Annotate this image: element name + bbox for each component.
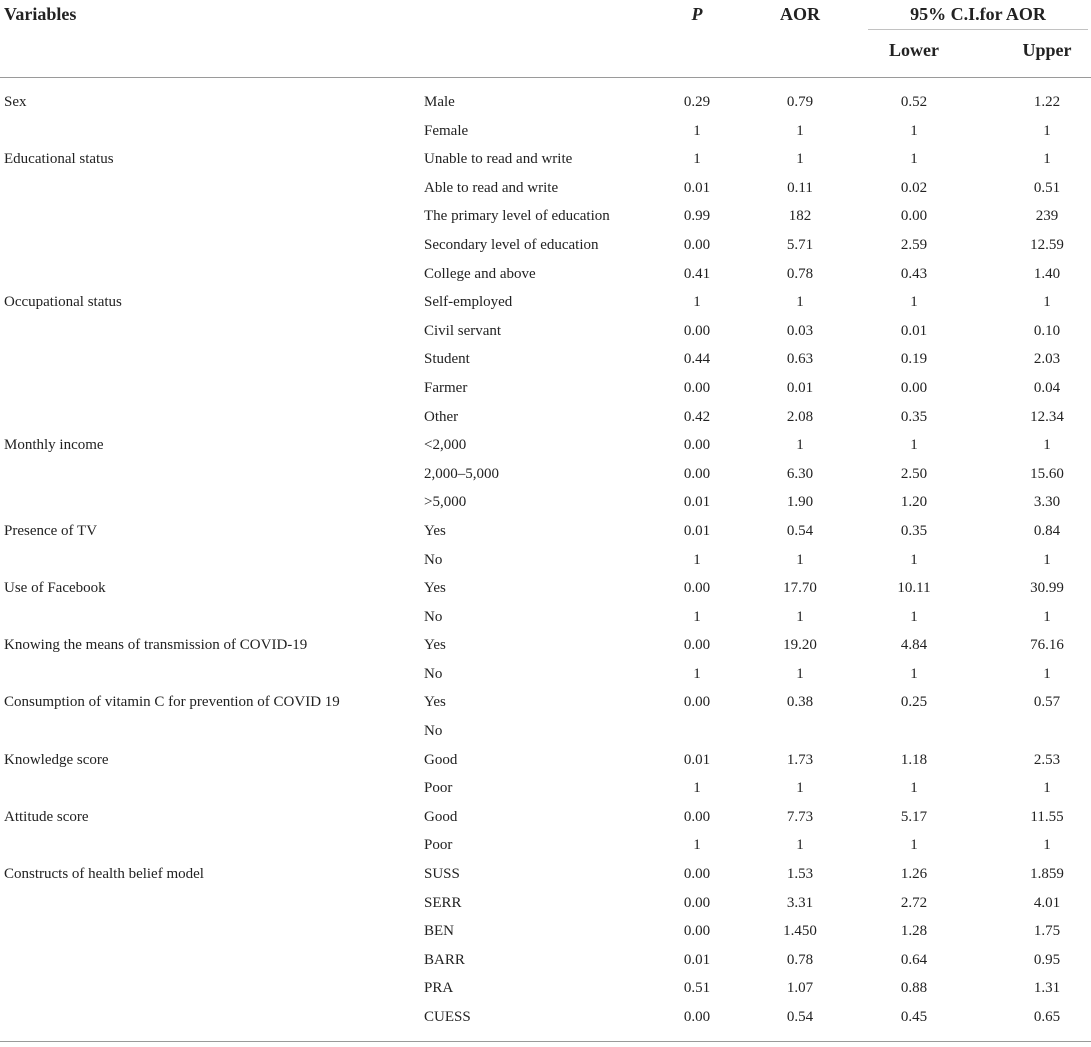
- ci-lower-cell: 1: [910, 837, 918, 854]
- ci-lower-cell: 1: [910, 294, 918, 311]
- table-row: [0, 917, 1091, 946]
- aor-cell: 3.31: [786, 894, 814, 911]
- category-cell: Other: [424, 408, 459, 425]
- p-value-cell: 0.01: [683, 179, 711, 196]
- ci-lower-cell: 1.28: [900, 923, 928, 940]
- aor-cell: 0.54: [786, 522, 814, 539]
- category-cell: College and above: [424, 265, 536, 282]
- table-row: [0, 860, 1091, 889]
- aor-cell: 7.73: [786, 808, 814, 825]
- category-cell: Female: [424, 122, 469, 139]
- ci-upper-cell: 1.31: [1033, 980, 1061, 997]
- ci-upper-cell: 1.22: [1033, 94, 1061, 110]
- ci-lower-cell: 0.01: [900, 322, 928, 339]
- table-row: [0, 831, 1091, 860]
- category-cell: PRA: [424, 980, 454, 997]
- category-cell: Male: [424, 94, 455, 110]
- aor-cell: 1: [796, 151, 804, 168]
- ci-lower-cell: 0.00: [900, 208, 928, 225]
- category-cell: No: [424, 608, 443, 625]
- p-value-cell: 0.00: [683, 894, 711, 911]
- table-row: [0, 374, 1091, 403]
- ci-upper-cell: 0.04: [1033, 379, 1061, 396]
- header-aor: AOR: [780, 4, 820, 24]
- p-value-cell: 0.29: [683, 94, 711, 110]
- header-bottom-rule: [0, 77, 1091, 78]
- ci-lower-cell: 5.17: [900, 808, 928, 825]
- ci-upper-cell: 3.30: [1033, 494, 1061, 511]
- category-cell: Self-employed: [424, 294, 513, 311]
- p-value-cell: 0.00: [683, 236, 711, 253]
- category-cell: Secondary level of education: [424, 236, 599, 253]
- ci-lower-cell: 4.84: [900, 637, 928, 654]
- ci-upper-cell: 1: [1043, 665, 1051, 682]
- ci-upper-cell: 30.99: [1030, 580, 1064, 597]
- table-row: [0, 231, 1091, 260]
- variable-cell: Consumption of vitamin C for prevention of COVID 19: [4, 694, 340, 711]
- ci-lower-cell: 0.19: [900, 351, 928, 368]
- p-value-cell: 0.00: [683, 694, 711, 711]
- ci-lower-cell: 1: [910, 608, 918, 625]
- aor-cell: 182: [788, 208, 812, 225]
- p-value-cell: 0.01: [683, 951, 711, 968]
- category-cell: Able to read and write: [424, 179, 559, 196]
- aor-cell: 2.08: [786, 408, 814, 425]
- ci-lower-cell: 10.11: [897, 580, 931, 597]
- ci-upper-cell: 0.95: [1033, 951, 1061, 968]
- p-value-cell: 0.00: [683, 1009, 711, 1025]
- table-row: [0, 288, 1091, 317]
- ci-upper-cell: 0.84: [1033, 522, 1061, 539]
- aor-cell: 6.30: [786, 465, 814, 482]
- ci-upper-cell: 1: [1043, 551, 1051, 568]
- ci-lower-cell: 0.64: [900, 951, 928, 968]
- aor-cell: 1: [796, 437, 804, 454]
- category-cell: Yes: [424, 637, 446, 654]
- ci-upper-cell: 1: [1043, 151, 1051, 168]
- ci-lower-cell: 0.52: [900, 94, 928, 110]
- ci-upper-cell: 1: [1043, 122, 1051, 139]
- p-value-cell: 0.00: [683, 379, 711, 396]
- aor-cell: 1: [796, 608, 804, 625]
- table-row: [0, 88, 1091, 117]
- category-cell: Yes: [424, 580, 446, 597]
- ci-lower-cell: 1: [910, 437, 918, 454]
- table-row: [0, 803, 1091, 832]
- ci-upper-cell: 0.57: [1033, 694, 1061, 711]
- header-p: [692, 3, 703, 25]
- p-value-cell: 1: [693, 608, 701, 625]
- aor-cell: 0.11: [787, 179, 813, 196]
- aor-cell: 0.38: [786, 694, 814, 711]
- aor-cell: 1.73: [786, 751, 814, 768]
- category-cell: Good: [424, 751, 458, 768]
- category-cell: >5,000: [424, 494, 467, 511]
- p-value-cell: 0.41: [683, 265, 711, 282]
- table-row: [0, 889, 1091, 918]
- table-row: [0, 631, 1091, 660]
- ci-lower-cell: 0.00: [900, 379, 928, 396]
- ci-upper-cell: 1: [1043, 294, 1051, 311]
- variable-cell: Sex: [4, 94, 27, 110]
- ci-lower-cell: 0.43: [900, 265, 928, 282]
- ci-upper-cell: 4.01: [1033, 894, 1061, 911]
- p-value-cell: 0.00: [683, 808, 711, 825]
- category-cell: Good: [424, 808, 458, 825]
- ci-upper-cell: 1.859: [1030, 866, 1064, 883]
- p-value-cell: 0.00: [683, 923, 711, 940]
- aor-cell: 19.20: [783, 637, 817, 654]
- aor-cell: 0.03: [786, 322, 814, 339]
- aor-cell: 1: [796, 837, 804, 854]
- ci-upper-cell: 1: [1043, 608, 1051, 625]
- ci-lower-cell: 0.02: [900, 179, 928, 196]
- ci-lower-cell: 0.45: [900, 1009, 928, 1025]
- aor-cell: 1.450: [783, 923, 817, 940]
- category-cell: Poor: [424, 780, 453, 797]
- category-cell: No: [424, 551, 443, 568]
- ci-upper-cell: 11.55: [1030, 808, 1064, 825]
- ci-upper-cell: 0.65: [1033, 1009, 1061, 1025]
- table-row: [0, 660, 1091, 689]
- ci-upper-cell: 76.16: [1030, 637, 1064, 654]
- aor-cell: 0.54: [786, 1009, 814, 1025]
- table-row: [0, 431, 1091, 460]
- ci-lower-cell: 1: [910, 151, 918, 168]
- ci-lower-cell: 1.20: [900, 494, 928, 511]
- table-row: [0, 145, 1091, 174]
- aor-cell: 0.01: [786, 379, 814, 396]
- p-value-cell: 1: [693, 780, 701, 797]
- variable-cell: Knowing the means of transmission of COVID-19: [4, 637, 308, 654]
- category-cell: Student: [424, 351, 470, 368]
- header-lower: Lower: [889, 40, 939, 60]
- aor-cell: 17.70: [783, 580, 817, 597]
- ci-upper-cell: 1: [1043, 780, 1051, 797]
- table-row: [0, 460, 1091, 489]
- table-row: [0, 174, 1091, 203]
- category-cell: No: [424, 665, 443, 682]
- p-value-cell: 0.00: [683, 866, 711, 883]
- variable-cell: Educational status: [4, 151, 114, 168]
- variable-cell: Knowledge score: [4, 751, 109, 768]
- ci-lower-cell: 2.59: [900, 236, 928, 253]
- p-value-cell: 0.99: [683, 208, 711, 225]
- ci-lower-cell: 0.35: [900, 408, 928, 425]
- ci-upper-cell: 1.40: [1033, 265, 1061, 282]
- p-value-cell: 0.01: [683, 751, 711, 768]
- p-value-cell: 0.01: [683, 522, 711, 539]
- aor-cell: 0.78: [786, 265, 814, 282]
- aor-cell: 1: [796, 780, 804, 797]
- p-value-cell: 0.00: [683, 322, 711, 339]
- table-row: [0, 774, 1091, 803]
- table-row: [0, 202, 1091, 231]
- ci-upper-cell: 0.51: [1033, 179, 1061, 196]
- variable-cell: Presence of TV: [4, 522, 98, 539]
- category-cell: BARR: [424, 951, 465, 968]
- p-value-cell: 1: [693, 665, 701, 682]
- p-value-cell: 0.51: [683, 980, 711, 997]
- table-row: [0, 688, 1091, 717]
- table-row: [0, 345, 1091, 374]
- variable-cell: Attitude score: [4, 808, 89, 825]
- ci-upper-cell: 0.10: [1033, 322, 1061, 339]
- aor-cell: 1: [796, 665, 804, 682]
- ci-lower-cell: 0.25: [900, 694, 928, 711]
- ci-upper-cell: 2.53: [1033, 751, 1061, 768]
- ci-lower-cell: 1: [910, 551, 918, 568]
- category-cell: <2,000: [424, 437, 467, 454]
- p-value-cell: 1: [693, 122, 701, 139]
- variable-cell: Occupational status: [4, 294, 122, 311]
- table-row: [0, 717, 1091, 746]
- table-row: [0, 603, 1091, 632]
- variable-cell: Constructs of health belief model: [4, 866, 204, 883]
- table-row: [0, 517, 1091, 546]
- header-upper: Upper: [1022, 40, 1072, 60]
- ci-lower-cell: 1: [910, 665, 918, 682]
- category-cell: SERR: [424, 894, 462, 911]
- ci-upper-cell: 12.34: [1030, 408, 1064, 425]
- table-bottom-rule: [0, 1041, 1091, 1042]
- ci-upper-cell: 239: [1035, 208, 1059, 225]
- ci-upper-cell: 1: [1043, 437, 1051, 454]
- ci-upper-cell: 12.59: [1030, 236, 1064, 253]
- ci-lower-cell: 1: [910, 780, 918, 797]
- table-row: [0, 974, 1091, 1003]
- category-cell: Unable to read and write: [424, 151, 573, 168]
- variable-cell: Monthly income: [4, 437, 104, 454]
- table-row: [0, 946, 1091, 975]
- category-cell: Farmer: [424, 379, 468, 396]
- table-row: [0, 488, 1091, 517]
- p-value-cell: 0.00: [683, 637, 711, 654]
- ci-lower-cell: 0.35: [900, 522, 928, 539]
- table-row: [0, 746, 1091, 775]
- table-row: [0, 403, 1091, 432]
- category-cell: No: [424, 723, 443, 740]
- ci-lower-cell: 0.88: [900, 980, 928, 997]
- aor-cell: 5.71: [786, 236, 814, 253]
- p-value-cell: 0.44: [683, 351, 711, 368]
- aor-cell: 0.79: [786, 94, 814, 110]
- category-cell: SUSS: [424, 866, 460, 883]
- p-value-cell: 0.00: [683, 465, 711, 482]
- p-value-cell: 0.42: [683, 408, 711, 425]
- category-cell: Civil servant: [424, 322, 502, 339]
- header-variables: Variables: [4, 4, 77, 24]
- aor-cell: 1.90: [786, 494, 814, 511]
- p-value-cell: 1: [693, 294, 701, 311]
- ci-upper-cell: 1.75: [1033, 923, 1061, 940]
- p-value-cell: 0.00: [683, 580, 711, 597]
- header-p-label: P: [691, 4, 703, 24]
- category-cell: CUESS: [424, 1009, 471, 1025]
- aor-cell: 0.78: [786, 951, 814, 968]
- category-cell: Poor: [424, 837, 453, 854]
- ci-lower-cell: 1: [910, 122, 918, 139]
- category-cell: Yes: [424, 694, 446, 711]
- aor-cell: 1.53: [786, 866, 814, 883]
- category-cell: BEN: [424, 923, 454, 940]
- p-value-cell: 1: [693, 551, 701, 568]
- p-value-cell: 1: [693, 151, 701, 168]
- category-cell: The primary level of education: [424, 208, 610, 225]
- variable-cell: Use of Facebook: [4, 580, 106, 597]
- ci-header-rule: [868, 29, 1088, 30]
- table-body: [0, 88, 1091, 1032]
- table-row: [0, 117, 1091, 146]
- ci-lower-cell: 2.72: [900, 894, 928, 911]
- ci-lower-cell: 1.26: [900, 866, 928, 883]
- header-ci: 95% C.I.for AOR: [910, 4, 1046, 24]
- ci-upper-cell: 15.60: [1030, 465, 1064, 482]
- table-row: [0, 1003, 1091, 1032]
- ci-lower-cell: 2.50: [900, 465, 928, 482]
- table-row: [0, 317, 1091, 346]
- aor-cell: 1: [796, 551, 804, 568]
- ci-upper-cell: 2.03: [1033, 351, 1061, 368]
- category-cell: 2,000–5,000: [424, 465, 499, 482]
- aor-cell: 1: [796, 122, 804, 139]
- table-row: [0, 260, 1091, 289]
- ci-lower-cell: 1.18: [900, 751, 928, 768]
- table-row: [0, 574, 1091, 603]
- aor-cell: 1.07: [786, 980, 814, 997]
- ci-upper-cell: 1: [1043, 837, 1051, 854]
- category-cell: Yes: [424, 522, 446, 539]
- aor-cell: 1: [796, 294, 804, 311]
- p-value-cell: 1: [693, 837, 701, 854]
- p-value-cell: 0.00: [683, 437, 711, 454]
- p-value-cell: 0.01: [683, 494, 711, 511]
- aor-cell: 0.63: [786, 351, 814, 368]
- table-row: [0, 546, 1091, 575]
